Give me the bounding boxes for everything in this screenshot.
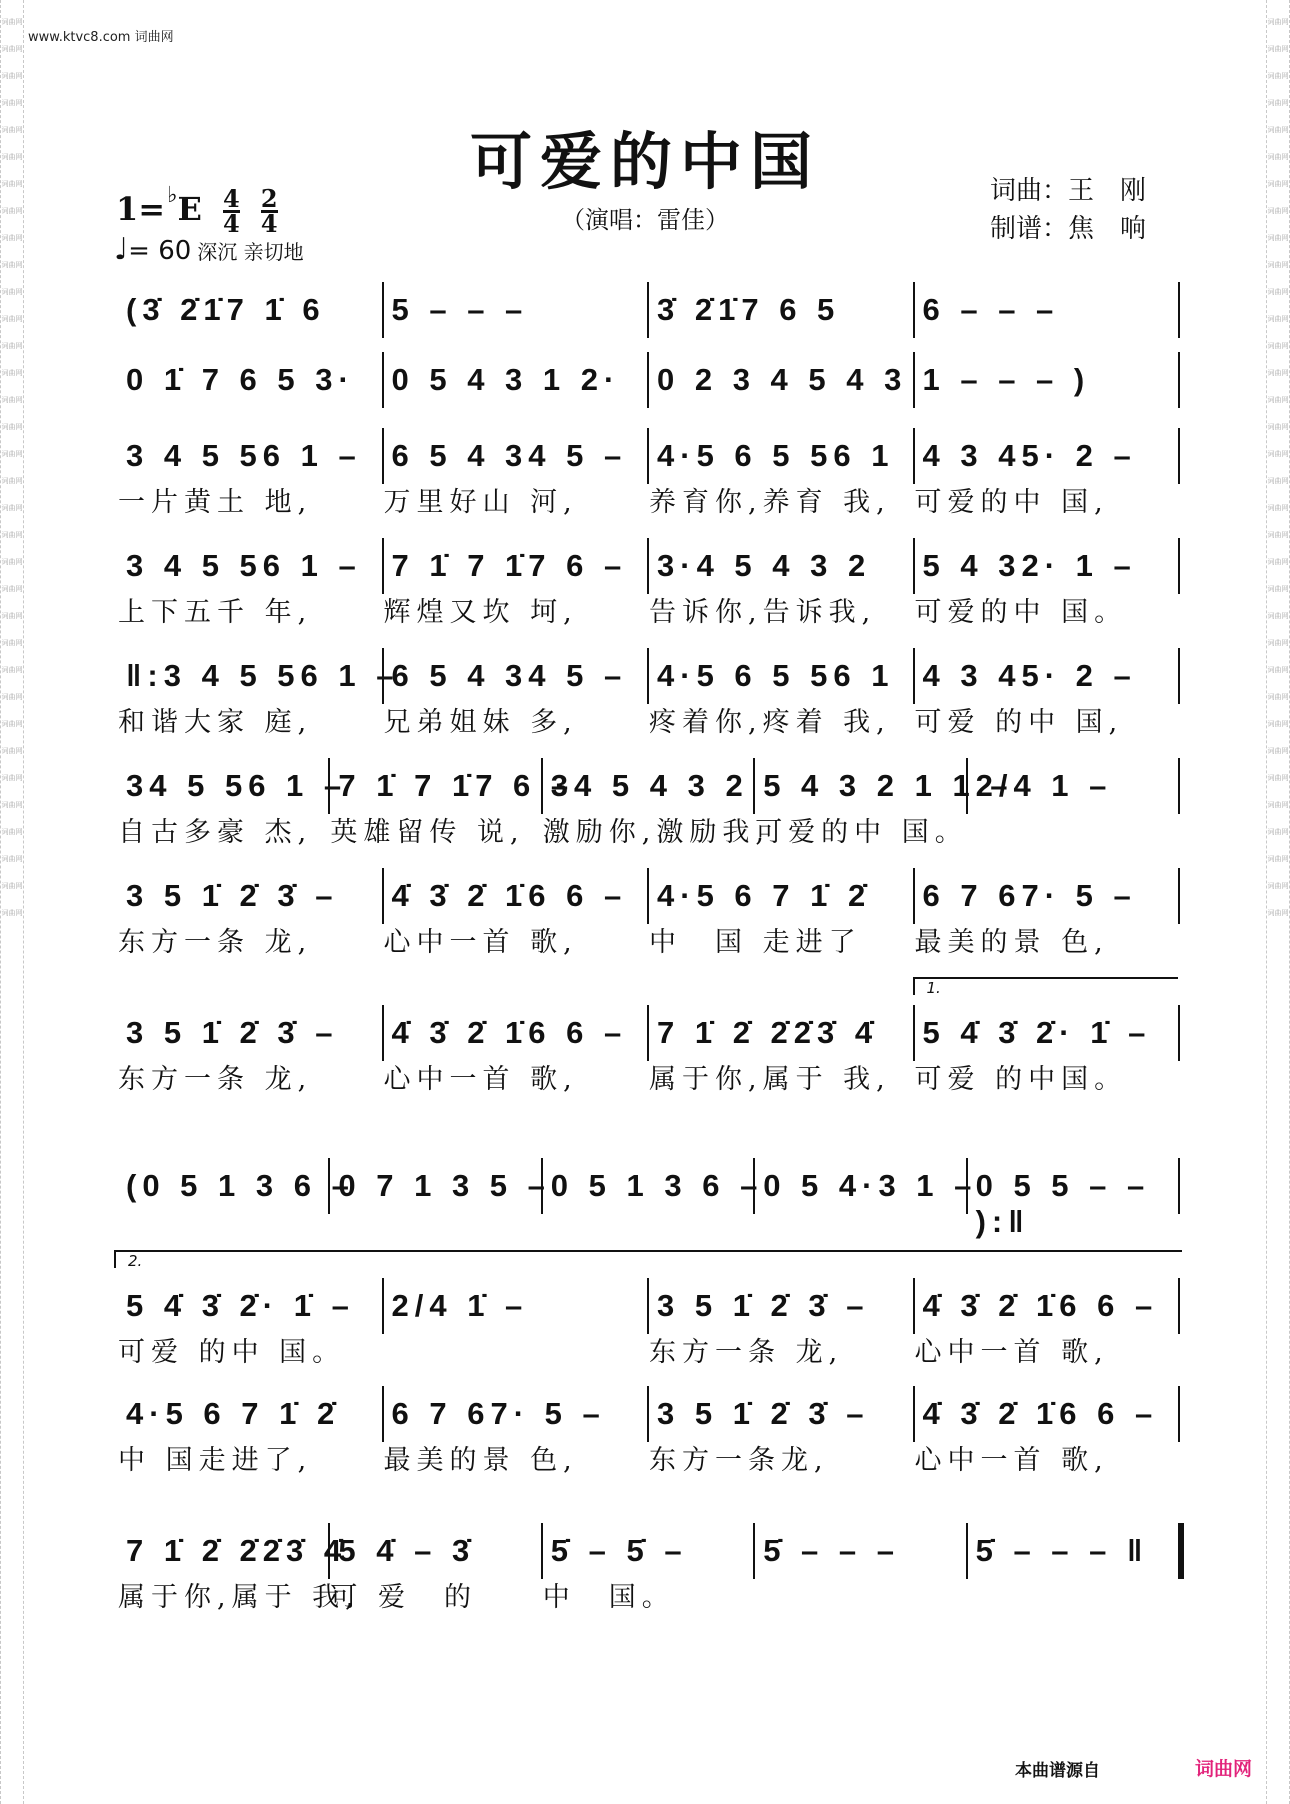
lyric-phrase: 中 国 走进了 <box>649 927 862 958</box>
lyricist-composer: 词曲：王 刚 <box>990 176 1147 206</box>
watermark-text: 词曲网 <box>1 504 23 512</box>
watermark-text: 词曲网 <box>1267 855 1289 863</box>
bar-line <box>382 1005 384 1061</box>
singer-line: （演唱：雷佳） <box>561 206 729 234</box>
watermark-text: 词曲网 <box>1 801 23 809</box>
music-staff-row <box>118 428 1180 484</box>
lyric-phrase: 中 国。 <box>542 1582 675 1613</box>
watermark-text: 词曲网 <box>1 720 23 728</box>
watermark-text: 词曲网 <box>1267 828 1289 836</box>
lyric-phrase: 兄弟姐妹 多, <box>383 707 578 738</box>
watermark-text: 词曲网 <box>1267 126 1289 134</box>
transcriber: 制谱：焦 响 <box>990 214 1147 244</box>
bar-line <box>647 538 649 594</box>
bar-line <box>1178 1386 1180 1442</box>
watermark-text: 词曲网 <box>1267 909 1289 917</box>
measure-notes: 0 5 5 – – ):‖ <box>975 1168 1151 1239</box>
volta-bracket <box>913 977 1179 995</box>
lyric-phrase: 一片黄土 地, <box>118 487 313 518</box>
lyric-phrase: 和谐大家 庭, <box>118 707 313 738</box>
measure-notes: 3 5 1̇ 2̇ 3̇ – <box>126 1015 339 1050</box>
watermark-text: 词曲网 <box>1 774 23 782</box>
watermark-text: 词曲网 <box>1267 720 1289 728</box>
watermark-text: 词曲网 <box>1267 666 1289 674</box>
lyric-phrase: 可爱的中 国, <box>914 487 1109 518</box>
music-staff-row <box>118 758 1180 814</box>
bar-line <box>1178 1158 1180 1214</box>
measure-notes: 3 5 1̇ 2̇ 3̇ – <box>126 878 339 913</box>
watermark-text: 词曲网 <box>1267 882 1289 890</box>
bar-line <box>382 282 384 338</box>
measure-notes: 0 5 1 3 6 – <box>550 1168 764 1203</box>
bar-line <box>541 1523 543 1579</box>
music-staff-row <box>118 538 1180 594</box>
bar-line <box>647 428 649 484</box>
measure-notes: 7 1̇ 7 1̇7 6 – <box>391 548 628 583</box>
bar-line <box>966 758 968 814</box>
song-title: 可爱的中国 <box>469 125 820 198</box>
lyric-phrase: 心中一首 歌, <box>383 927 578 958</box>
bar-line <box>913 538 915 594</box>
measure-notes: 5 4 32· 1 – <box>922 548 1137 583</box>
footer-source-text: 本曲谱源自 <box>1015 1761 1100 1781</box>
lyric-phrase: 东方一条 龙, <box>118 927 313 958</box>
lyric-phrase: 养育你,养育 我, <box>649 487 891 518</box>
watermark-text: 词曲网 <box>1 315 23 323</box>
bar-line <box>647 1386 649 1442</box>
watermark-text: 词曲网 <box>1 531 23 539</box>
lyric-phrase: 可爱 的中 国。 <box>118 1337 346 1368</box>
lyric-phrase: 可 爱 的 <box>330 1582 477 1613</box>
measure-notes: 4 3 45· 2 – <box>922 438 1137 473</box>
music-staff-row <box>118 282 1180 338</box>
lyric-phrase: 告诉你,告诉我, <box>649 597 877 628</box>
watermark-text: 词曲网 <box>1 234 23 242</box>
watermark-text: 词曲网 <box>1267 450 1289 458</box>
watermark-text: 词曲网 <box>1267 153 1289 161</box>
time-sig-bottom: 4 <box>223 209 240 238</box>
bar-line <box>913 428 915 484</box>
watermark-text: 词曲网 <box>1267 288 1289 296</box>
bar-line <box>1178 1005 1180 1061</box>
bar-line <box>647 1005 649 1061</box>
bar-line <box>913 1386 915 1442</box>
bar-line <box>541 1158 543 1214</box>
watermark-text: 词曲网 <box>1267 423 1289 431</box>
music-staff-row <box>118 1278 1180 1334</box>
bar-line <box>328 1523 330 1579</box>
watermark-text: 词曲网 <box>1267 315 1289 323</box>
tempo-value: = 60 <box>128 236 192 266</box>
measure-notes: 0 7 1 3 5 – <box>338 1168 551 1203</box>
lyric-phrase: 自古多豪 杰, <box>118 817 313 848</box>
tempo-description: 深沉 亲切地 <box>197 240 304 264</box>
flat-icon: ♭ <box>167 182 178 208</box>
credits <box>990 172 1146 248</box>
footer-logo[interactable]: 词曲网 <box>1194 1758 1252 1780</box>
watermark-text: 词曲网 <box>1 585 23 593</box>
watermark-text: 词曲网 <box>1267 207 1289 215</box>
watermark-text: 词曲网 <box>1 153 23 161</box>
key-signature <box>116 182 278 238</box>
watermark-text: 词曲网 <box>1 126 23 134</box>
bar-line <box>328 1158 330 1214</box>
measure-notes: 6 7 67· 5 – <box>391 1396 606 1431</box>
watermark-text: 词曲网 <box>1267 693 1289 701</box>
measure-notes: 7 1̇ 7 1̇7 6 – <box>338 768 575 803</box>
watermark-text: 词曲网 <box>1 747 23 755</box>
watermark-text: 词曲网 <box>1267 45 1289 53</box>
watermark-text: 词曲网 <box>1267 234 1289 242</box>
watermark-text: 词曲网 <box>1267 72 1289 80</box>
watermark-text: 词曲网 <box>1 18 23 26</box>
lyric-phrase: 可爱 的中国。 <box>914 1064 1128 1095</box>
tempo-marking <box>114 232 304 267</box>
bar-line <box>647 648 649 704</box>
bar-line <box>382 352 384 408</box>
bar-line <box>541 758 543 814</box>
lyric-phrase: 可爱的中 国。 <box>914 597 1128 628</box>
watermark-text: 词曲网 <box>1 639 23 647</box>
music-staff-row <box>118 352 1180 408</box>
bar-line <box>1178 1523 1184 1579</box>
watermark-text: 词曲网 <box>1267 261 1289 269</box>
measure-notes: 5 4̇ – 3̇ <box>338 1533 476 1568</box>
measure-notes: 4 3 45· 2 – <box>922 658 1137 693</box>
measure-notes: 3 4 5 56 1 – <box>126 438 362 473</box>
measure-notes: 4̇ 3̇ 2̇ 1̇6 6 – <box>391 1015 628 1050</box>
watermark-text: 词曲网 <box>1 45 23 53</box>
bar-line <box>1178 428 1180 484</box>
bar-line <box>382 538 384 594</box>
measure-notes: 5̇ – 5̇ – <box>550 1533 688 1568</box>
bar-line <box>382 1278 384 1334</box>
time-signature-2-4 <box>260 184 278 238</box>
key-note: E <box>177 190 202 228</box>
watermark-text: 词曲网 <box>1 477 23 485</box>
bar-line <box>1178 352 1180 408</box>
bar-line <box>382 648 384 704</box>
watermark-text: 词曲网 <box>1267 180 1289 188</box>
watermark-text: 词曲网 <box>1 882 23 890</box>
watermark-text: 词曲网 <box>1 666 23 674</box>
measure-notes: 5 – – – <box>391 292 529 327</box>
measure-notes: 2/4 1 – <box>975 768 1113 803</box>
measure-notes: 0 1̇ 7 6 5 3· <box>126 362 355 397</box>
lyric-phrase: 心中一首 歌, <box>383 1064 578 1095</box>
bar-line <box>1178 538 1180 594</box>
measure-notes: 4·5 6 7 1̇ 2̇ <box>126 1396 341 1431</box>
bar-line <box>1178 282 1180 338</box>
watermark-text: 词曲网 <box>1267 477 1289 485</box>
watermark-text: 词曲网 <box>1267 585 1289 593</box>
bar-line <box>647 282 649 338</box>
lyric-phrase: 东方一条 龙, <box>118 1064 313 1095</box>
watermark-text: 词曲网 <box>1267 99 1289 107</box>
watermark-text: 词曲网 <box>1 396 23 404</box>
watermark-text: 词曲网 <box>1 558 23 566</box>
measure-notes: 4·5 6 5 56 1 <box>657 438 895 473</box>
lyric-phrase: 心中一首 歌, <box>914 1337 1109 1368</box>
watermark-text: 词曲网 <box>1 693 23 701</box>
music-staff-row <box>118 1158 1180 1239</box>
music-staff-row <box>118 868 1180 924</box>
lyric-phrase: 疼着你,疼着 我, <box>649 707 891 738</box>
lyric-phrase: 最美的景 色, <box>383 1445 578 1476</box>
watermark-text: 词曲网 <box>1 261 23 269</box>
watermark-text: 词曲网 <box>1 288 23 296</box>
bar-line <box>382 1386 384 1442</box>
time-sig-top: 4 <box>223 184 240 213</box>
measure-notes: 4̇ 3̇ 2̇ 1̇6 6 – <box>391 878 628 913</box>
measure-notes: 6 5 4 34 5 – <box>391 438 628 473</box>
time-sig-top: 2 <box>260 184 278 213</box>
measure-notes: 34 5 56 1 – <box>126 768 348 803</box>
bar-line <box>1178 648 1180 704</box>
bar-line <box>913 1005 915 1061</box>
watermark-text: 词曲网 <box>1 369 23 377</box>
watermark-text: 词曲网 <box>1267 747 1289 755</box>
measure-notes: 5 4̇ 3̇ 2̇· 1̇ – <box>126 1288 355 1323</box>
measure-notes: 0 5 4·3 1 – <box>763 1168 978 1203</box>
watermark-text: 词曲网 <box>1267 801 1289 809</box>
bar-line <box>913 868 915 924</box>
site-url[interactable]: www.ktvc8.com 词曲网 <box>28 30 174 45</box>
measure-notes: 3̇ 2̇1̇7 6 5 <box>657 292 841 327</box>
watermark-text: 词曲网 <box>1267 369 1289 377</box>
measure-notes: 0 2 3 4 5 4 3 <box>657 362 908 397</box>
watermark-text: 词曲网 <box>1 180 23 188</box>
measure-notes: (3̇ 2̇1̇7 1̇ 6 <box>126 292 326 327</box>
volta-bracket <box>114 1250 1182 1268</box>
bar-line <box>1178 1278 1180 1334</box>
lyric-phrase: 心中一首 歌, <box>914 1445 1109 1476</box>
bar-line <box>966 1523 968 1579</box>
key-prefix: 1= <box>116 190 166 228</box>
watermark-text: 词曲网 <box>1267 531 1289 539</box>
bar-line <box>382 428 384 484</box>
bar-line <box>382 868 384 924</box>
lyric-phrase: 中 国走进了, <box>118 1445 313 1476</box>
measure-notes: 0 5 4 3 1 2· <box>391 362 621 397</box>
measure-notes: 3·4 5 4 3 2 <box>657 548 872 583</box>
measure-notes: 3 5 1̇ 2̇ 3̇ – <box>657 1288 870 1323</box>
measure-notes: 6 7 67· 5 – <box>922 878 1137 913</box>
lyric-phrase: 最美的景 色, <box>914 927 1109 958</box>
watermark-text: 词曲网 <box>1 855 23 863</box>
measure-notes: 7 1̇ 2̇ 2̇2̇3̇ 4̇ <box>657 1015 879 1050</box>
bar-line <box>647 1278 649 1334</box>
music-staff-row <box>118 648 1180 704</box>
measure-notes: 5̇ – – – ‖ <box>975 1533 1149 1568</box>
measure-notes: (0 5 1 3 6 – <box>126 1168 355 1203</box>
watermark-text: 词曲网 <box>1267 774 1289 782</box>
watermark-text: 词曲网 <box>1267 558 1289 566</box>
music-staff-row <box>118 1523 1180 1579</box>
volta-label: 1. <box>926 979 941 997</box>
measure-notes: 6 5 4 34 5 – <box>391 658 628 693</box>
right-watermark-strip <box>1266 0 1290 1804</box>
watermark-text: 词曲网 <box>1 450 23 458</box>
watermark-text: 词曲网 <box>1267 504 1289 512</box>
music-staff-row <box>118 1386 1180 1442</box>
lyric-phrase: 可爱的中 国。 <box>755 817 968 848</box>
measure-notes: 5 4 3 2 1 1 – <box>763 768 1014 803</box>
lyric-phrase: 可爱 的中 国, <box>914 707 1124 738</box>
bar-line <box>647 868 649 924</box>
watermark-text: 词曲网 <box>1 423 23 431</box>
measure-notes: 4̇ 3̇ 2̇ 1̇6 6 – <box>922 1396 1159 1431</box>
measure-notes: 5̇ – – – <box>763 1533 900 1568</box>
watermark-text: 词曲网 <box>1267 396 1289 404</box>
watermark-text: 词曲网 <box>1 828 23 836</box>
bar-line <box>1178 868 1180 924</box>
lyric-phrase: 万里好山 河, <box>383 487 578 518</box>
bar-line <box>753 1158 755 1214</box>
bar-line <box>913 648 915 704</box>
bar-line <box>913 352 915 408</box>
measure-notes: 5 4̇ 3̇ 2̇· 1̇ – <box>922 1015 1152 1050</box>
watermark-text: 词曲网 <box>1 72 23 80</box>
watermark-text: 词曲网 <box>1267 342 1289 350</box>
measure-notes: 3 5 1̇ 2̇ 3̇ – <box>657 1396 870 1431</box>
music-staff-row <box>118 1005 1180 1061</box>
lyric-phrase: 东方一条龙, <box>649 1445 829 1476</box>
watermark-text: 词曲网 <box>1267 639 1289 647</box>
watermark-text: 词曲网 <box>1 612 23 620</box>
quarter-note-icon: ♩ <box>114 232 129 267</box>
bar-line <box>966 1158 968 1214</box>
bar-line <box>328 758 330 814</box>
measure-notes: 7 1̇ 2̇ 2̇2̇3̇ 4̇ <box>126 1533 348 1568</box>
measure-notes: 6 – – – <box>922 292 1060 327</box>
watermark-text: 词曲网 <box>1267 18 1289 26</box>
measure-notes: 34 5 4 3 2 <box>550 768 749 803</box>
measure-notes: 3 4 5 56 1 – <box>126 548 362 583</box>
bar-line <box>913 1278 915 1334</box>
bar-line <box>753 1523 755 1579</box>
measure-notes: 1 – – – ) <box>922 362 1091 397</box>
time-sig-bottom: 4 <box>260 209 278 238</box>
lyric-phrase: 属于你,属于 我, <box>118 1582 360 1613</box>
lyric-phrase: 属于你,属于 我, <box>649 1064 891 1095</box>
lyric-phrase: 上下五千 年, <box>118 597 313 628</box>
watermark-text: 词曲网 <box>1 207 23 215</box>
measure-notes: 4·5 6 5 56 1 <box>657 658 895 693</box>
time-signature-4-4 <box>223 184 240 238</box>
watermark-text: 词曲网 <box>1 342 23 350</box>
lyric-phrase: 辉煌又坎 坷, <box>383 597 578 628</box>
bar-line <box>753 758 755 814</box>
watermark-text: 词曲网 <box>1 909 23 917</box>
volta-label: 2. <box>128 1252 143 1270</box>
lyric-phrase: 东方一条 龙, <box>649 1337 844 1368</box>
left-watermark-strip <box>0 0 24 1804</box>
measure-notes: 4·5 6 7 1̇ 2̇ <box>657 878 872 913</box>
measure-notes: ‖:3 4 5 56 1 – <box>126 658 400 693</box>
lyric-phrase: 激励你,激励我, <box>542 817 770 848</box>
lyric-phrase: 英雄留传 说, <box>330 817 525 848</box>
bar-line <box>913 282 915 338</box>
measure-notes: 2/4 1̇ – <box>391 1288 529 1323</box>
measure-notes: 4̇ 3̇ 2̇ 1̇6 6 – <box>922 1288 1159 1323</box>
watermark-text: 词曲网 <box>1267 612 1289 620</box>
bar-line <box>647 352 649 408</box>
bar-line <box>1178 758 1180 814</box>
watermark-text: 词曲网 <box>1 99 23 107</box>
